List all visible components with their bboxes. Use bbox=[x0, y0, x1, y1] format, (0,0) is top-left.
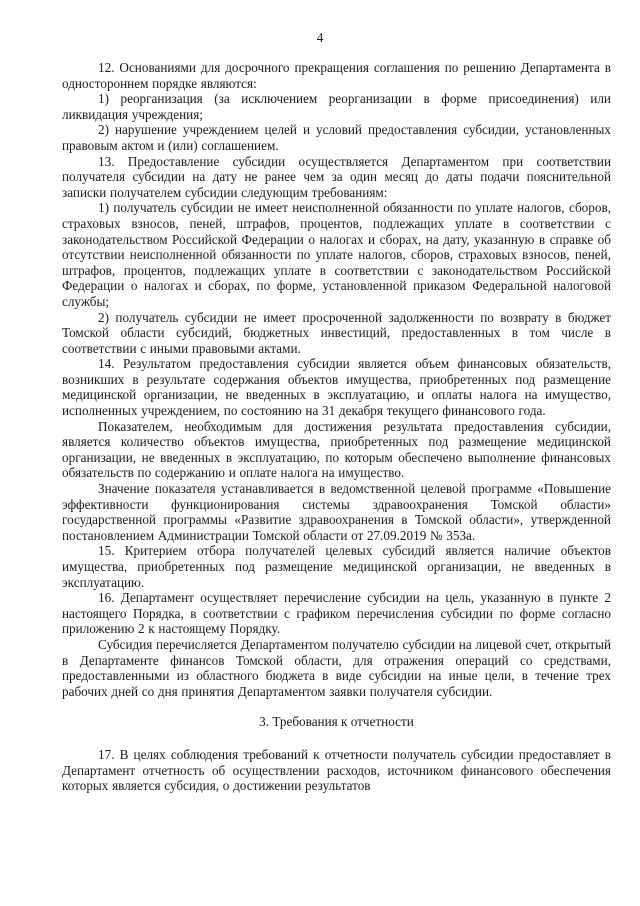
paragraph-13-item-1: 1) получатель субсидии не имеет неисполненной обязанности по уплате налогов, сборов, страховых взносов, пеней, штрафов, процентов, подлежащих уплате в соответствии с законодательством Российской Федерации о налогах и сборах, на дату, указанную в справке об отсутствии неисполненной обязанности по уплате налогов, сборов, страховых взносов, пеней, штрафов, процентов, подлежащих уплате в соответствии с законодательством Российской Федерации о налогах и сборах, по форме, установленной приказом Федеральной налоговой службы; bbox=[62, 200, 611, 309]
paragraph-14-indicator: Показателем, необходимым для достижения результата предоставления субсидии, является количество объектов имущества, приобретенных под размещение медицинской организации, не введенных в эксплуатацию, по которым обеспечено выполнение финансовых обязательств по содержанию и оплате налога на имущество. bbox=[62, 418, 611, 481]
paragraph-15: 15. Критерием отбора получателей целевых субсидий является наличие объектов имущества, приобретенных под размещение медицинской организации, не введенных в эксплуатацию. bbox=[62, 543, 611, 590]
paragraph-13: 13. Предоставление субсидии осуществляется Департаментом при соответствии получателя субсидии на дату не ранее чем за один месяц до даты подачи пояснительной записки получателем субсидии следующим требованиям: bbox=[62, 153, 611, 200]
paragraph-16: 16. Департамент осуществляет перечисление субсидии на цель, указанную в пункте 2 настоящего Порядка, в соответствии с графиком перечисления субсидии по форме согласно приложению 2 к настоящему Порядку. bbox=[62, 590, 611, 637]
paragraph-16-transfer: Субсидия перечисляется Департаментом получателю субсидии на лицевой счет, открытый в Департаменте финансов Томской области, для отражения операций со средствами, предоставленными из областного бюджета в виде субсидии на иные цели, в течение трех рабочих дней со дня принятия Департаментом заявки получателя субсидии. bbox=[62, 636, 611, 699]
paragraph-12-item-2: 2) нарушение учреждением целей и условий предоставления субсидии, установленных правовым актом и (или) соглашением. bbox=[62, 122, 611, 153]
paragraph-14: 14. Результатом предоставления субсидии является объем финансовых обязательств, возникших в результате содержания объектов имущества, приобретенных под размещение медицинской организации, не введенных в эксплуатацию, и оплаты налога на имущество, исполненных учреждением, по состоянию на 31 декабря текущего финансового года. bbox=[62, 356, 611, 419]
section-heading: 3. Требования к отчетности bbox=[259, 714, 414, 730]
paragraph-13-item-2: 2) получатель субсидии не имеет просроченной задолженности по возврату в бюджет Томской области субсидий, бюджетных инвестиций, предоставленных в том числе в соответствии с иными правовыми актами. bbox=[62, 309, 611, 356]
paragraph-17: 17. В целях соблюдения требований к отчетности получатель субсидии предоставляет в Департамент отчетность об осуществлении расходов, источником финансового обеспечения которых является субсидия, о достижении результатов bbox=[62, 746, 611, 794]
paragraph-12-item-1: 1) реорганизация (за исключением реорганизации в форме присоединения) или ликвидация учреждения; bbox=[62, 91, 611, 122]
paragraph-14-indicator-value: Значение показателя устанавливается в ведомственной целевой программе «Повышение эффективности функционирования системы здравоохранения Томской области» государственной программы «Развитие здравоохранения в Томской области», утвержденной постановлением Администрации Томской области от 27.09.2019 № 353а. bbox=[62, 481, 611, 543]
page-number: 4 bbox=[316, 30, 324, 45]
paragraph-12: 12. Основаниями для досрочного прекращения соглашения по решению Департамента в одностороннем порядке являются: bbox=[62, 60, 611, 91]
document-body bbox=[62, 60, 611, 794]
